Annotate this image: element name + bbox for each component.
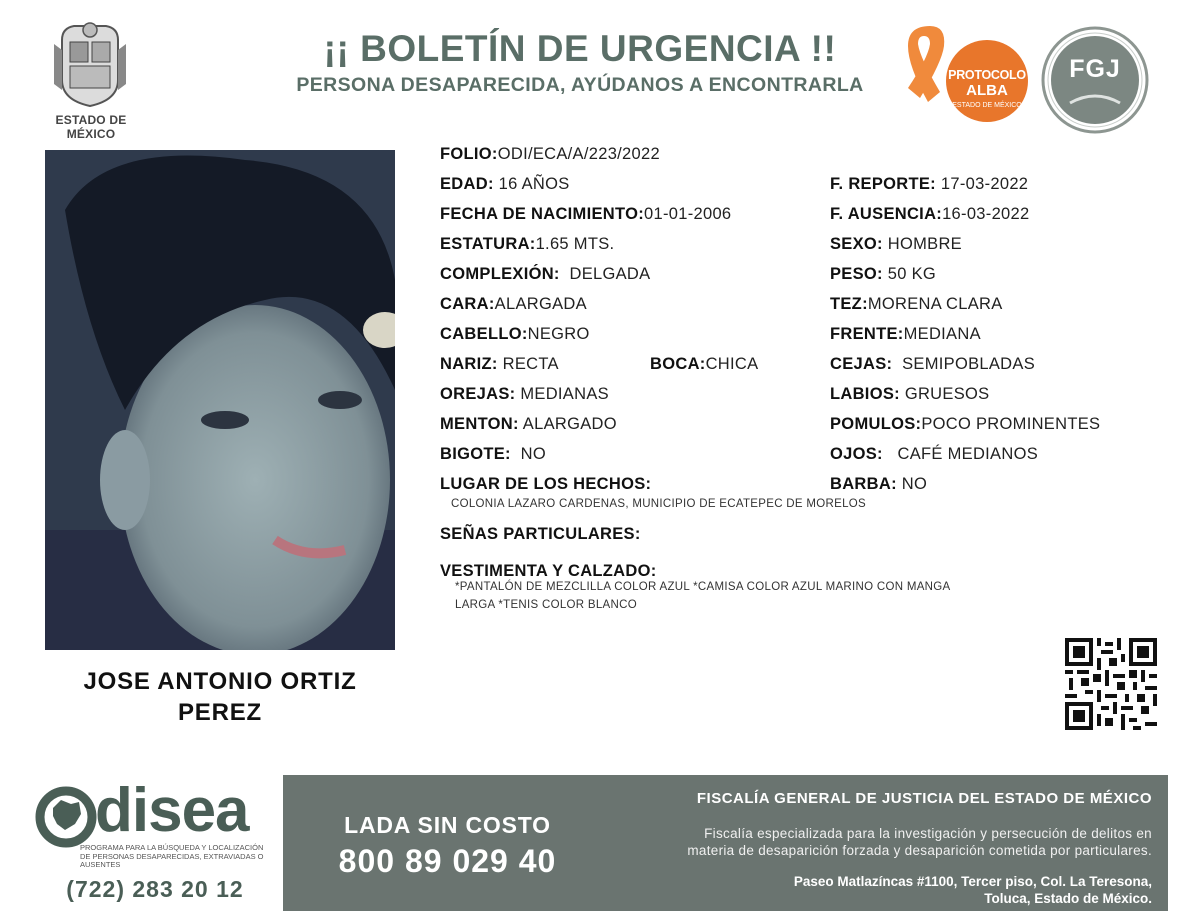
odisea-map-icon — [35, 786, 97, 848]
missing-person-photo — [45, 150, 395, 650]
field-value: POCO PROMINENTES — [921, 415, 1101, 433]
field-tez — [830, 295, 1003, 314]
field-reporte — [830, 175, 1028, 194]
field-cara — [440, 295, 587, 314]
field-cejas — [830, 355, 1035, 374]
field-label: POMULOS: — [830, 415, 922, 433]
field-value: DELGADA — [569, 265, 651, 283]
address-line2: Toluca, Estado de México. — [984, 891, 1152, 906]
field-sexo — [830, 235, 962, 254]
field-pomulos — [830, 415, 1100, 434]
odisea-phone[interactable]: (722) 283 20 12 — [66, 876, 244, 902]
field-label: SEÑAS PARTICULARES: — [440, 525, 641, 543]
field-barba — [830, 475, 927, 494]
qr-code-icon[interactable] — [1065, 638, 1157, 730]
fiscalia-desc-line1: Fiscalía especializada para la investigación y persecución de delitos en — [704, 826, 1152, 841]
field-ausencia — [830, 205, 1029, 224]
fiscalia-description — [600, 825, 1152, 859]
fiscalia-address — [600, 873, 1152, 907]
field-label: CARA: — [440, 295, 495, 313]
field-label: SEXO: — [830, 235, 883, 253]
field-label: BIGOTE: — [440, 445, 511, 463]
field-value: ODI/ECA/A/223/2022 — [497, 145, 660, 163]
state-label: ESTADO DE MÉXICO — [55, 113, 127, 141]
field-menton — [440, 415, 617, 434]
field-label: CEJAS: — [830, 355, 893, 373]
field-value: 1.65 MTS. — [535, 235, 615, 253]
lada-label: LADA SIN COSTO — [344, 812, 551, 838]
field-label: FECHA DE NACIMIENTO: — [440, 205, 644, 223]
field-value: NEGRO — [527, 325, 590, 343]
fgj-label: FGJ — [1069, 55, 1121, 83]
field-label: VESTIMENTA Y CALZADO: — [440, 562, 657, 580]
field-label: MENTON: — [440, 415, 519, 433]
field-value: ALARGADA — [494, 295, 587, 313]
bulletin-title: ¡¡ BOLETÍN DE URGENCIA !! — [323, 28, 837, 69]
field-label: NARIZ: — [440, 355, 498, 373]
field-value: NO — [520, 445, 546, 463]
field-lugar — [440, 475, 651, 494]
field-value: 50 KG — [887, 265, 937, 283]
field-nariz — [440, 355, 559, 374]
person-name: JOSE ANTONIO ORTIZ PEREZ — [83, 668, 357, 726]
field-value: 01-01-2006 — [644, 205, 732, 223]
field-boca — [650, 355, 758, 374]
field-value: CAFÉ MEDIANOS — [897, 445, 1039, 463]
field-complexion — [440, 265, 650, 284]
field-peso — [830, 265, 936, 284]
address-line1: Paseo Matlazíncas #1100, Tercer piso, Col. La Teresona, — [793, 874, 1152, 889]
field-label: BOCA: — [650, 355, 706, 373]
field-value: MEDIANA — [903, 325, 981, 343]
field-label: FRENTE: — [830, 325, 904, 343]
fiscalia-title: FISCALÍA GENERAL DE JUSTICIA DEL ESTADO DE MÉXICO — [696, 790, 1152, 807]
field-label: TEZ: — [830, 295, 868, 313]
field-value: 16-03-2022 — [942, 205, 1030, 223]
field-nacimiento — [440, 205, 731, 224]
field-label: OREJAS: — [440, 385, 516, 403]
field-labios — [830, 385, 989, 404]
field-label: PESO: — [830, 265, 883, 283]
field-estatura — [440, 235, 614, 254]
vestimenta-line1: *PANTALÓN DE MEZCLILLA COLOR AZUL *CAMISA COLOR AZUL MARINO CON MANGA — [455, 581, 951, 593]
field-label: LABIOS: — [830, 385, 900, 403]
field-edad — [440, 175, 570, 194]
field-cabello — [440, 325, 590, 344]
field-value: 17-03-2022 — [940, 175, 1029, 193]
lada-number[interactable]: 800 89 029 40 — [338, 843, 557, 879]
state-coat-of-arms-icon — [50, 20, 130, 108]
field-frente — [830, 325, 981, 344]
field-value: GRUESOS — [904, 385, 990, 403]
fiscalia-desc-line2: materia de desaparición forzada y desaparición cometida por particulares. — [687, 843, 1152, 858]
field-vestimenta — [440, 562, 657, 581]
field-value: SEMIPOBLADAS — [902, 355, 1036, 373]
field-ojos — [830, 445, 1038, 464]
field-label: F. REPORTE: — [830, 175, 936, 193]
odisea-logo-text: disea — [95, 776, 249, 845]
field-value: ALARGADO — [522, 415, 617, 433]
field-senas — [440, 525, 641, 544]
alba-line3: ESTADO DE MÉXICO — [952, 102, 1022, 109]
field-label: LUGAR DE LOS HECHOS: — [440, 475, 652, 493]
alba-line1: PROTOCOLO — [948, 68, 1026, 82]
field-label: ESTATURA: — [440, 235, 536, 253]
field-label: CABELLO: — [440, 325, 528, 343]
alba-line2: ALBA — [966, 82, 1008, 99]
field-label: EDAD: — [440, 175, 494, 193]
vestimenta-line2: LARGA *TENIS COLOR BLANCO — [455, 599, 637, 611]
field-bigote — [440, 445, 546, 464]
field-label: F. AUSENCIA: — [830, 205, 943, 223]
field-folio — [440, 145, 660, 164]
field-value: RECTA — [502, 355, 559, 373]
field-value: CHICA — [705, 355, 759, 373]
field-value: 16 AÑOS — [498, 175, 570, 193]
field-label: BARBA: — [830, 475, 897, 493]
field-orejas — [440, 385, 609, 404]
bulletin-subtitle: PERSONA DESAPARECIDA, AYÚDANOS A ENCONTRARLA — [296, 74, 864, 96]
field-label: OJOS: — [830, 445, 883, 463]
field-value: HOMBRE — [887, 235, 962, 253]
field-label: COMPLEXIÓN: — [440, 265, 560, 283]
field-value: MORENA CLARA — [867, 295, 1003, 313]
field-value: MEDIANAS — [520, 385, 609, 403]
odisea-program-text: PROGRAMA PARA LA BÚSQUEDA Y LOCALIZACIÓN DE PERSONAS DESAPARECIDAS, EXTRAVIADAS O AUSENTES — [80, 843, 264, 869]
field-label: FOLIO: — [440, 145, 498, 163]
field-value: NO — [901, 475, 928, 493]
lugar-value: COLONIA LAZARO CARDENAS, MUNICIPIO DE ECATEPEC DE MORELOS — [451, 498, 866, 510]
protocolo-alba-logo — [900, 22, 1030, 134]
